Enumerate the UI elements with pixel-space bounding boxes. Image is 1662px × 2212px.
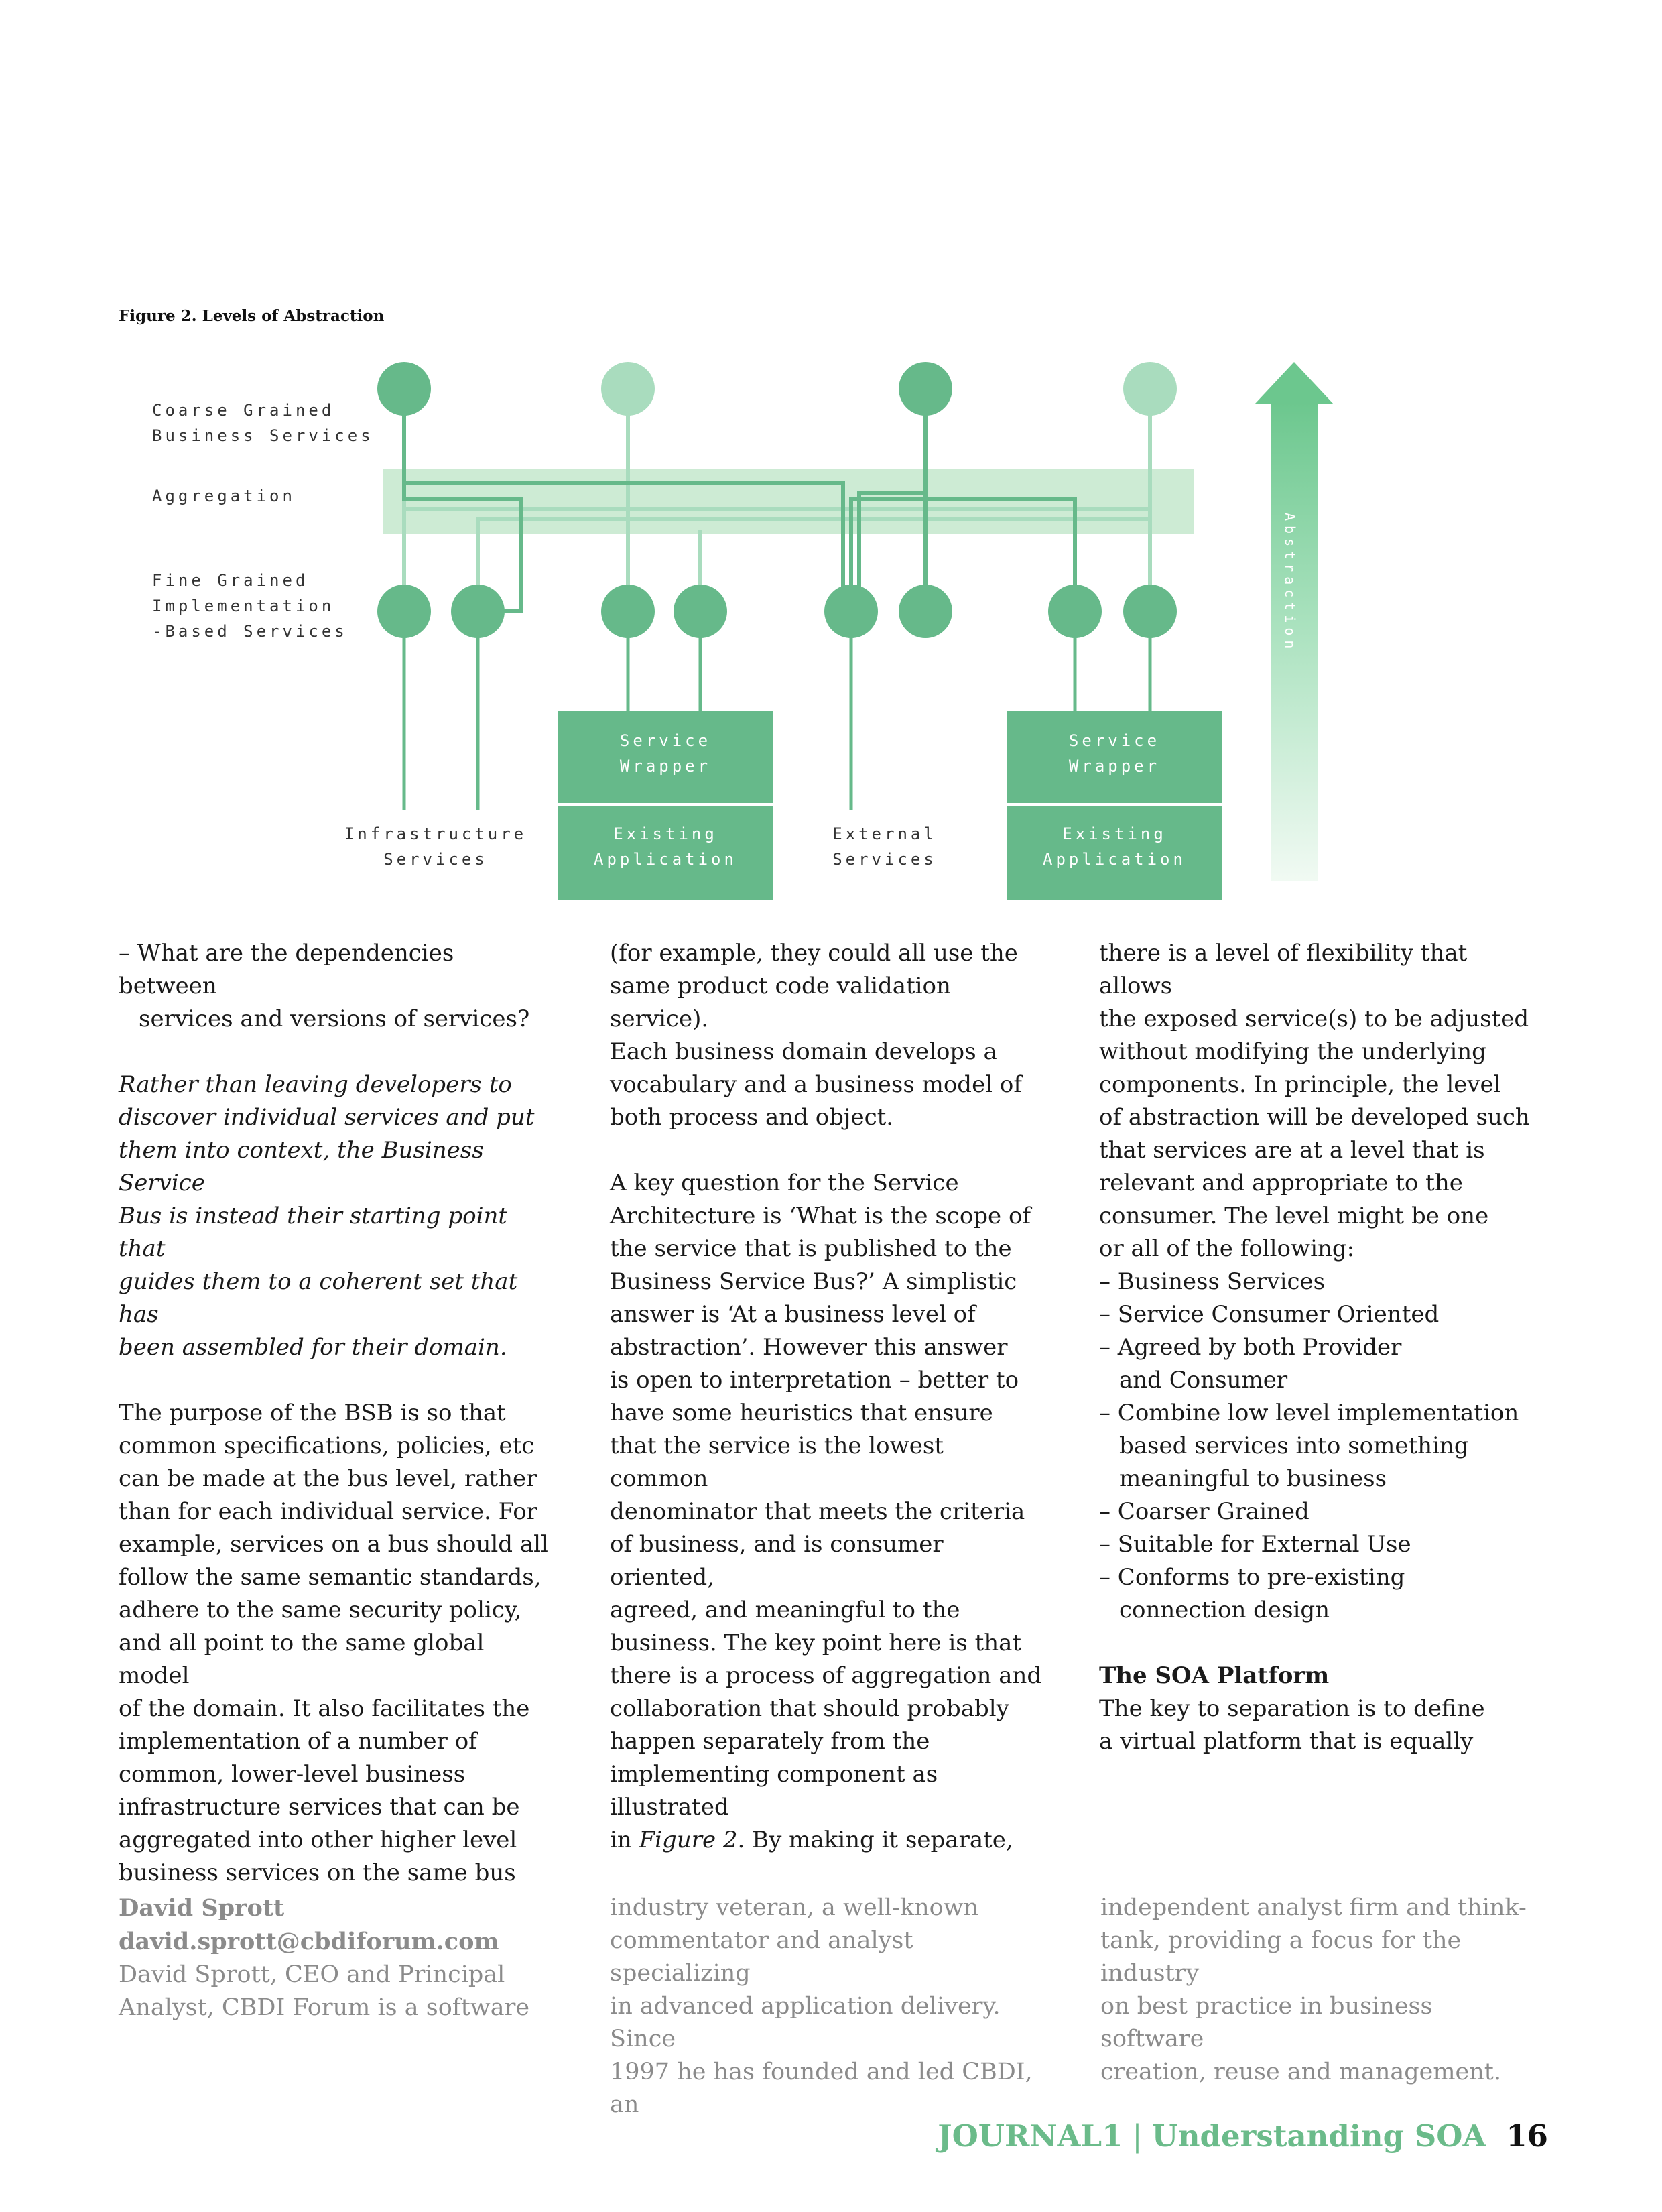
list-item: – Business Services: [1099, 1268, 1326, 1295]
fine-service-node: [824, 585, 878, 638]
text-line: Bus is instead their starting point that: [119, 1203, 508, 1262]
text-line: guides them to a coherent set that has: [119, 1268, 518, 1328]
list-item: – Combine low level implementation: [1099, 1400, 1519, 1426]
aggregation-label: Aggregation: [152, 487, 296, 505]
external-label-line2: Services: [832, 850, 937, 869]
list-item-continuation: meaningful to business: [1119, 1465, 1387, 1492]
text-line: common specifications, policies, etc: [119, 1432, 535, 1459]
list-item: – Conforms to pre-existing: [1099, 1564, 1405, 1591]
infrastructure-label-line2: Services: [383, 850, 488, 869]
text-line: of the domain. It also facilitates the: [119, 1695, 530, 1722]
author-name: David Sprott: [119, 1894, 285, 1922]
text-line: Each business domain develops a: [610, 1038, 997, 1065]
figure-reference: Figure 2: [639, 1827, 738, 1853]
bio-line: in advanced application delivery. Since: [610, 1993, 1001, 2052]
text-line: have some heuristics that ensure: [610, 1400, 993, 1426]
infrastructure-label-line1: Infrastructure: [344, 824, 527, 843]
text-line: there is a process of aggregation and: [610, 1662, 1042, 1689]
text-line: (for example, they could all use the: [610, 940, 1018, 967]
text-line: them into context, the Business Service: [119, 1137, 484, 1196]
text-line: business services on the same bus: [119, 1859, 516, 1886]
page-number: 16: [1506, 2118, 1548, 2154]
text-line: of abstraction will be developed such: [1099, 1104, 1530, 1131]
text-line: The purpose of the BSB is so that: [119, 1400, 506, 1426]
section-heading: The SOA Platform: [1099, 1662, 1330, 1689]
text-line: Architecture is ‘What is the scope of: [610, 1203, 1031, 1229]
text-fragment: . By making it separate,: [737, 1827, 1013, 1853]
text-line: discover individual services and put: [119, 1104, 535, 1131]
author-bio-column-1: [119, 1892, 561, 2024]
col3-list: [1099, 1266, 1535, 1627]
col2-paragraph-1: [610, 937, 1045, 1134]
text-line: Business Service Bus?’ A simplistic: [610, 1268, 1017, 1295]
figure-caption: Figure 2. Levels of Abstraction: [119, 307, 385, 325]
fine-label-line2: Implementation: [152, 597, 335, 615]
bio-line: tank, providing a focus for the industry: [1100, 1927, 1462, 1987]
text-line: consumer. The level might be one: [1099, 1203, 1489, 1229]
text-line: relevant and appropriate to the: [1099, 1170, 1463, 1196]
fine-service-node: [1048, 585, 1102, 638]
text-line: implementing component as illustrated: [610, 1761, 938, 1821]
abstraction-diagram: [0, 0, 1662, 925]
text-line: vocabulary and a business model of: [610, 1071, 1022, 1098]
col1-paragraph-2: [119, 1068, 554, 1364]
text-line: collaboration that should probably: [610, 1695, 1009, 1722]
text-line: common, lower-level business: [119, 1761, 466, 1788]
text-line: services and versions of services?: [139, 1005, 530, 1032]
text-line: infrastructure services that can be: [119, 1794, 520, 1821]
text-line: the service that is published to the: [610, 1235, 1012, 1262]
text-line: a virtual platform that is equally: [1099, 1728, 1474, 1755]
text-column-2: [610, 937, 1045, 1857]
text-line: agreed, and meaningful to the: [610, 1597, 960, 1623]
text-line: follow the same semantic standards,: [119, 1564, 541, 1591]
bio-line: on best practice in business software: [1100, 1993, 1433, 2052]
text-line: happen separately from the: [610, 1728, 930, 1755]
coarse-label-line1: Coarse Grained: [152, 401, 335, 420]
fine-service-node: [674, 585, 727, 638]
coarse-service-node: [601, 362, 655, 416]
wrapper1-label-line1: Service: [619, 731, 712, 750]
text-line: answer is ‘At a business level of: [610, 1301, 976, 1328]
text-column-1: [119, 937, 554, 1890]
list-item-continuation: connection design: [1119, 1597, 1330, 1623]
wrapper1-label-line2: Wrapper: [619, 757, 712, 776]
fine-service-node: [899, 585, 952, 638]
author-bio-column-3: [1100, 1892, 1543, 2089]
journal-issue-title: Understanding SOA: [1151, 2118, 1486, 2154]
footer-separator: |: [1132, 2118, 1143, 2154]
abstraction-label: Abstraction: [1282, 513, 1298, 654]
text-line: is open to interpretation – better to: [610, 1367, 1019, 1394]
text-line: and all point to the same global model: [119, 1630, 485, 1689]
fine-service-node: [1123, 585, 1177, 638]
text-line: – What are the dependencies between: [119, 940, 454, 999]
text-line: denominator that meets the criteria: [610, 1498, 1025, 1525]
fine-service-node: [377, 585, 431, 638]
text-line: Rather than leaving developers to: [119, 1071, 512, 1098]
text-line: without modifying the underlying: [1099, 1038, 1486, 1065]
text-line: aggregated into other higher level: [119, 1827, 517, 1853]
text-line: than for each individual service. For: [119, 1498, 538, 1525]
bio-line: David Sprott, CEO and Principal: [119, 1961, 505, 1988]
bio-line: industry veteran, a well-known: [610, 1894, 979, 1921]
col1-paragraph-1: [119, 937, 554, 1036]
text-line: that the service is the lowest common: [610, 1432, 944, 1492]
text-line: A key question for the Service: [610, 1170, 959, 1196]
coarse-service-node: [377, 362, 431, 416]
text-line: been assembled for their domain.: [119, 1334, 507, 1361]
coarse-label-line2: Business Services: [152, 426, 374, 445]
list-item: – Suitable for External Use: [1099, 1531, 1411, 1558]
existing2-label-line1: Existing: [1062, 824, 1167, 843]
text-line: adhere to the same security policy,: [119, 1597, 522, 1623]
col3-paragraph-1: [1099, 937, 1535, 1266]
existing2-label-line2: Application: [1043, 850, 1186, 869]
existing1-label-line2: Application: [594, 850, 737, 869]
text-line: components. In principle, the level: [1099, 1071, 1501, 1098]
page-footer: [938, 2118, 1548, 2154]
fine-service-node: [601, 585, 655, 638]
fine-service-node: [451, 585, 505, 638]
journal-name: JOURNAL1: [938, 2118, 1123, 2154]
bio-line: independent analyst firm and think-: [1100, 1894, 1527, 1921]
list-item-continuation: based services into something: [1119, 1432, 1469, 1459]
list-item-continuation: and Consumer: [1119, 1367, 1288, 1394]
col2-paragraph-2: [610, 1167, 1045, 1857]
wrapper2-label-line2: Wrapper: [1068, 757, 1161, 776]
text-line: the exposed service(s) to be adjusted: [1099, 1005, 1529, 1032]
list-item: – Service Consumer Oriented: [1099, 1301, 1440, 1328]
text-line: implementation of a number of: [119, 1728, 477, 1755]
col3-section: [1099, 1660, 1535, 1758]
bio-line: creation, reuse and management.: [1100, 2059, 1501, 2085]
text-line: that services are at a level that is: [1099, 1137, 1485, 1164]
list-item: – Agreed by both Provider: [1099, 1334, 1402, 1361]
existing1-label-line1: Existing: [613, 824, 718, 843]
text-line: there is a level of flexibility that allows: [1099, 940, 1468, 999]
text-fragment: in: [610, 1827, 639, 1853]
text-line: can be made at the bus level, rather: [119, 1465, 537, 1492]
text-column-3: [1099, 937, 1535, 1758]
bio-line: 1997 he has founded and led CBDI, an: [610, 2059, 1033, 2118]
text-line: of business, and is consumer oriented,: [610, 1531, 944, 1591]
external-label-line1: External: [832, 824, 937, 843]
text-line: example, services on a bus should all: [119, 1531, 548, 1558]
text-line: both process and object.: [610, 1104, 894, 1131]
author-bio-column-2: [610, 1892, 1052, 2122]
text-line: same product code validation service).: [610, 973, 951, 1032]
bio-line: Analyst, CBDI Forum is a software: [119, 1994, 530, 2021]
wrapper2-label-line1: Service: [1068, 731, 1161, 750]
fine-label-line3: -Based Services: [152, 622, 348, 641]
author-email: david.sprott@cbdiforum.com: [119, 1928, 499, 1955]
text-line: abstraction’. However this answer: [610, 1334, 1008, 1361]
col1-paragraph-3: [119, 1397, 554, 1890]
text-line: business. The key point here is that: [610, 1630, 1022, 1656]
text-line: The key to separation is to define: [1099, 1695, 1485, 1722]
bio-line: commentator and analyst specializing: [610, 1927, 913, 1987]
coarse-service-node: [899, 362, 952, 416]
coarse-service-node: [1123, 362, 1177, 416]
list-item: – Coarser Grained: [1099, 1498, 1309, 1525]
text-line: or all of the following:: [1099, 1235, 1355, 1262]
fine-label-line1: Fine Grained: [152, 571, 309, 590]
